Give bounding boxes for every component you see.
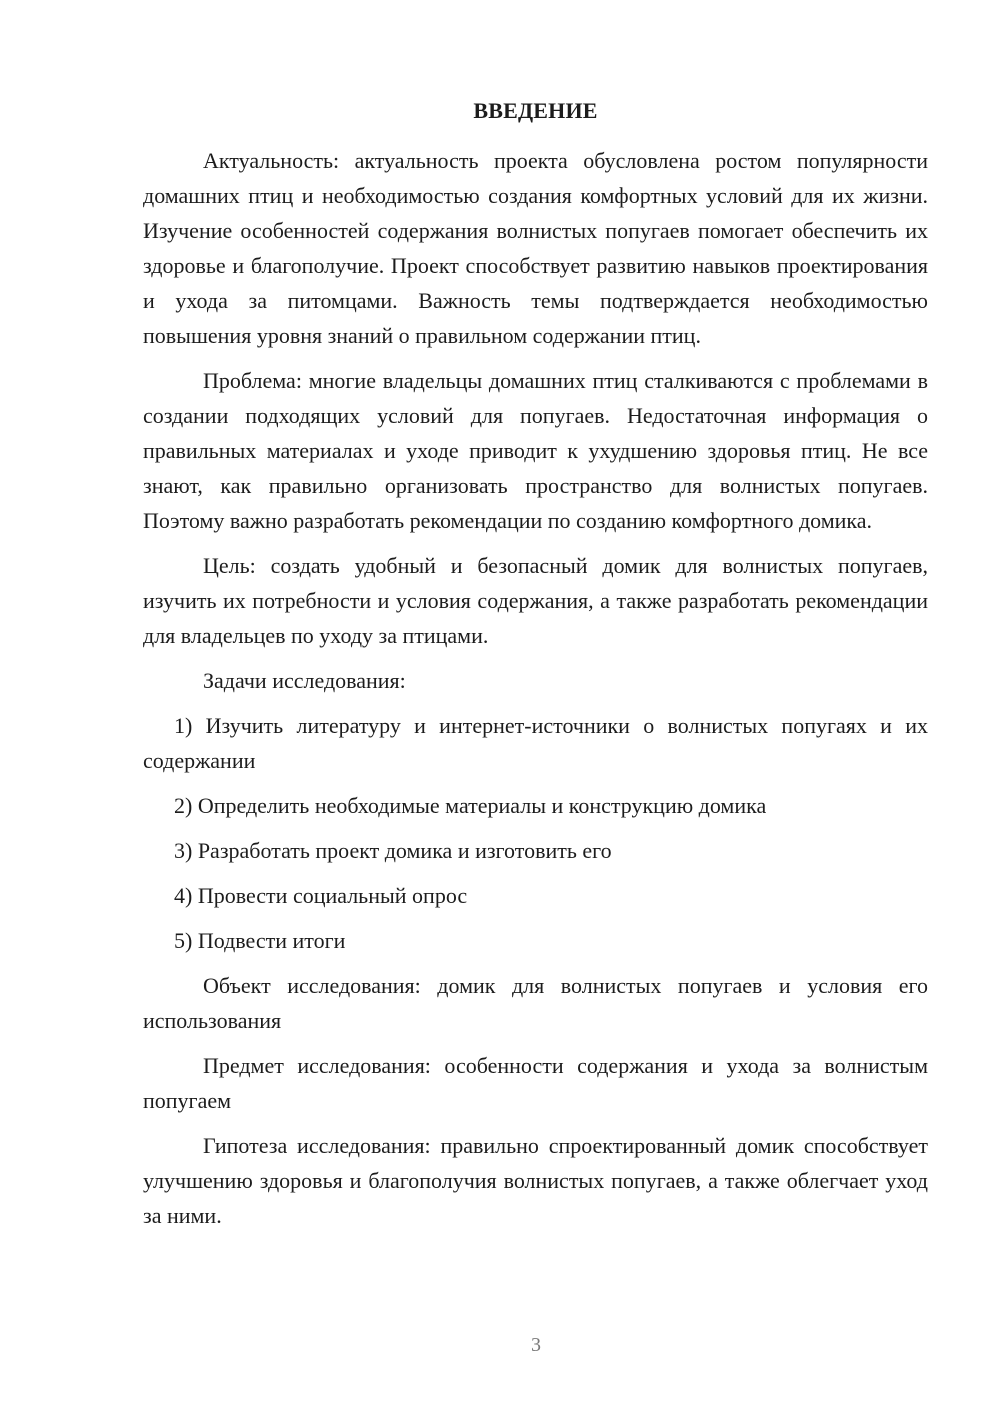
- paragraph-problem: Проблема: многие владельцы домашних птиц сталкиваются с проблемами в создании подходящих условий для попугаев. Недостаточная информация о правильных материалах и уходе приводит к ухудшению здоровья птиц. Не все знают, как правильно организовать пространство для волнистых попугаев. Поэтому важно разработать рекомендации по созданию комфортного домика.: [143, 368, 928, 533]
- task-item-4: 4) Провести социальный опрос: [174, 883, 468, 908]
- page-number: 3: [531, 1334, 541, 1356]
- document-body: [143, 143, 928, 1243]
- paragraph-object: Объект исследования: домик для волнистых попугаев и условия его использования: [143, 973, 928, 1033]
- paragraph-subject: Предмет исследования: особенности содержания и ухода за волнистым попугаем: [143, 1053, 928, 1113]
- task-item-3: 3) Разработать проект домика и изготовить его: [174, 838, 612, 863]
- paragraph-hypothesis: Гипотеза исследования: правильно спроектированный домик способствует улучшению здоровья и благополучия волнистых попугаев, а также облегчает уход за ними.: [143, 1133, 928, 1228]
- paragraph-goal: Цель: создать удобный и безопасный домик для волнистых попугаев, изучить их потребности и условия содержания, а также разработать рекомендации для владельцев по уходу за птицами.: [143, 553, 928, 648]
- paragraph-tasks-heading: Задачи исследования:: [203, 668, 406, 693]
- task-item-1: 1) Изучить литературу и интернет-источники о волнистых попугаях и их содержании: [143, 713, 928, 773]
- page-title: ВВЕДЕНИЕ: [473, 98, 598, 123]
- task-item-5: 5) Подвести итоги: [174, 928, 346, 953]
- paragraph-relevance: Актуальность: актуальность проекта обусловлена ростом популярности домашних птиц и необходимостью создания комфортных условий для их жизни. Изучение особенностей содержания волнистых попугаев помогает обеспечить их здоровье и благополучие. Проект способствует развитию навыков проектирования и ухода за питомцами. Важность темы подтверждается необходимостью повышения уровня знаний о правильном содержании птиц.: [143, 148, 928, 348]
- task-item-2: 2) Определить необходимые материалы и конструкцию домика: [174, 793, 767, 818]
